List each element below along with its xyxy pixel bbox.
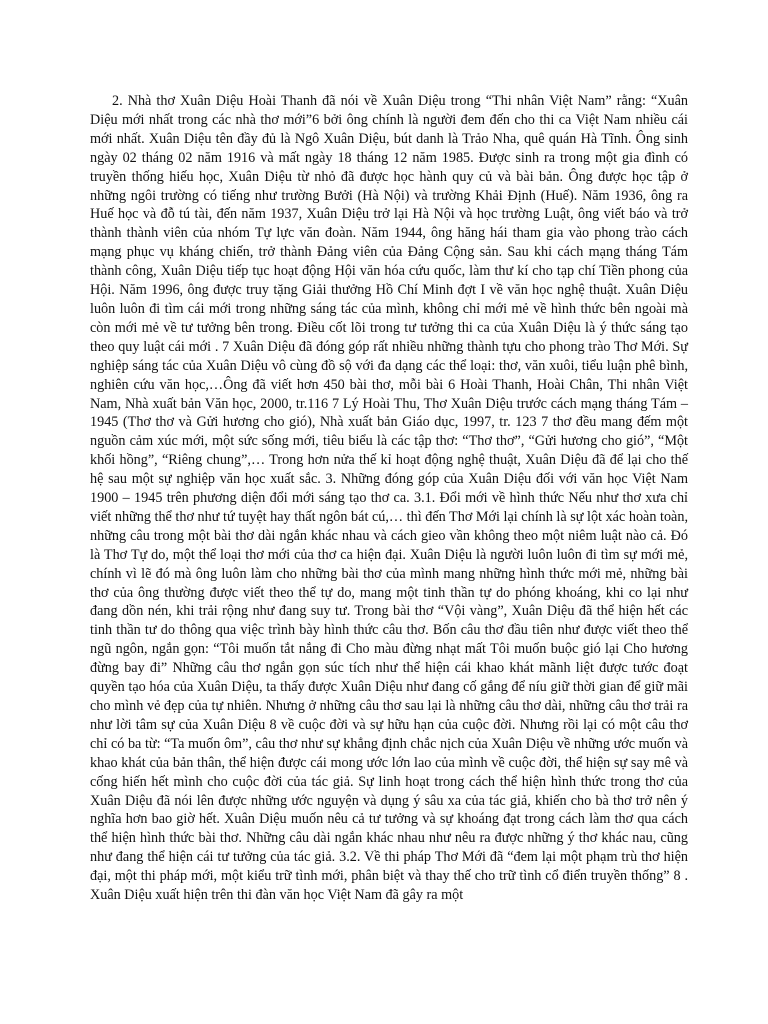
document-body-paragraph: 2. Nhà thơ Xuân Diệu Hoài Thanh đã nói về Xuân Diệu trong “Thi nhân Việt Nam” rằng: “Xuân Diệu mới nhất trong các nhà thơ mới”6 bởi ông chính là người đem đến cho thi ca Việt Nam nhiều cái mới nhất. Xuân Diệu tên đầy đủ là Ngô Xuân Diệu, bút danh là Trảo Nha, quê quán Hà Tĩnh. Ông sinh ngày 02 tháng 02 năm 1916 và mất ngày 18 tháng 12 năm 1985. Được sinh ra trong một gia đình có truyền thống hiếu học, Xuân Diệu từ nhỏ đã được học hành quy củ và bài bản. Ông được học tập ở những ngôi trường có tiếng như trường Bưởi (Hà Nội) và trường Khải Định (Huế). Năm 1936, ông ra Huế học và đỗ tú tài, đến năm 1937, Xuân Diệu trở lại Hà Nội và học trường Luật, ông viết báo và trở thành thành viên của nhóm Tự lực văn đoàn. Năm 1944, ông hăng hái tham gia vào phong trào cách mạng phục vụ kháng chiến, trở thành Đảng viên của Đảng Cộng sản. Sau khi cách mạng tháng Tám thành công, Xuân Diệu tiếp tục hoạt động Hội văn hóa cứu quốc, làm thư kí cho tạp chí Tiền phong của Hội. Năm 1996, ông được truy tặng Giải thưởng Hồ Chí Minh đợt I về văn học nghệ thuật. Xuân Diệu luôn luôn đi tìm cái mới trong những sáng tác của mình, không chỉ mới mẻ về hình thức bên ngoài mà còn mới mẻ về tư tưởng bên trong. Điều cốt lõi trong tư tưởng thi ca của Xuân Diệu là ý thức sáng tạo theo quy luật cái mới . 7 Xuân Diệu đã đóng góp rất nhiều những thành tựu cho phong trào Thơ Mới. Sự nghiệp sáng tác của Xuân Diệu vô cùng đồ sộ với đa dạng các thể loại: thơ, văn xuôi, tiểu luận phê bình, nghiên cứu văn học,…Ông đã viết hơn 450 bài thơ, mỗi bài 6 Hoài Thanh, Hoài Chân, Thi nhân Việt Nam, Nhà xuất bản Văn học, 2000, tr.116 7 Lý Hoài Thu, Thơ Xuân Diệu trước cách mạng tháng Tám – 1945 (Thơ thơ và Gửi hương cho gió), Nhà xuất bản Giáo dục, 1997, tr. 123 7 thơ đều mang đếm một nguồn cảm xúc mới, một sức sống mới, tiêu biểu là các tập thơ: “Thơ thơ”, “Gửi hương cho gió”, “Một khối hồng”, “Riêng chung”,… Trong hơn nửa thế kỉ hoạt động nghệ thuật, Xuân Diệu đã để lại cho thế hệ sau một sự nghiệp văn học xuất sắc. 3. Những đóng góp của Xuân Diệu đối với văn học Việt Nam 1900 – 1945 trên phương diện đổi mới sáng tạo thơ ca. 3.1. Đổi mới về hình thức Nếu như thơ xưa chỉ viết những thể thơ như tứ tuyệt hay thất ngôn bát cú,… thì đến Thơ Mới lại chính là sự lột xác hoàn toàn, những câu trong một bài thơ dài ngắn khác nhau và cách gieo vần không theo một niêm luật nào cả. Đó là Thơ Tự do, một thể loại thơ mới của thơ ca hiện đại. Xuân Diệu là người luôn luôn đi tìm sự mới mẻ, chính vì lẽ đó mà ông luôn làm cho những bài thơ của mình mang những hình thức mới mẻ, những bài thơ của ông thường được viết theo thể tự do, mang một tinh thần tự do phóng khoáng, khi co lại như đang dồn nén, khi trải rộng như đang suy tư. Trong bài thơ “Vội vàng”, Xuân Diệu đã thể hiện hết các tinh thần tư do thông qua việc trình bày hình thức câu thơ. Bốn câu thơ đầu tiên như được viết theo thể ngũ ngôn, ngắn gọn: “Tôi muốn tắt nắng đi Cho màu đừng nhạt mất Tôi muốn buộc gió lại Cho hương đừng bay đi” Những câu thơ ngắn gọn súc tích như thể hiện cái khao khát mãnh liệt được tước đoạt quyền tạo hóa của Xuân Diệu, ta thấy được Xuân Diệu như đang cố gắng để níu giữ thời gian để giữ mãi cho mình vẻ đẹp của tự nhiên. Nhưng ở những câu thơ sau lại là những câu thơ dài, những câu thơ trải ra như lời tâm sự của Xuân Diệu 8 về cuộc đời và sự hữu hạn của cuộc đời. Nhưng rồi lại có một câu thơ chỉ có ba từ: “Ta muốn ôm”, câu thơ như sự khẳng định chắc nịch của Xuân Diệu về những ước muốn và khao khát của bản thân, thể hiện được cái mong ước lớn lao của mình về cuộc đời, thể hiện sự say mê và cống hiến hết mình cho cuộc đời của tác giả. Sự linh hoạt trong cách thể hiện hình thức trong thơ của Xuân Diệu đã nói lên được những ước nguyện và dụng ý sâu xa của tác giả, khiến cho bà thơ trở nên ý nghĩa hơn bao giờ hết. Xuân Diệu muốn nêu cả tư tưởng và sự khoáng đạt trong cách làm thơ qua cách thể hiện hình thức bài thơ. Những câu dài ngắn khác nhau như nêu ra được những ý thơ khác nau, cũng như đang thể hiện cái tư tưởng của tác giả. 3.2. Về thi pháp Thơ Mới đã “đem lại một phạm trù thơ hiện đại, một thi pháp mới, một kiểu trữ tình mới, phân biệt và thay thế cho trữ tình cổ điển truyền thống” 8 . Xuân Diệu xuất hiện trên thi đàn văn học Việt Nam đã gây ra một [90, 93, 688, 904]
